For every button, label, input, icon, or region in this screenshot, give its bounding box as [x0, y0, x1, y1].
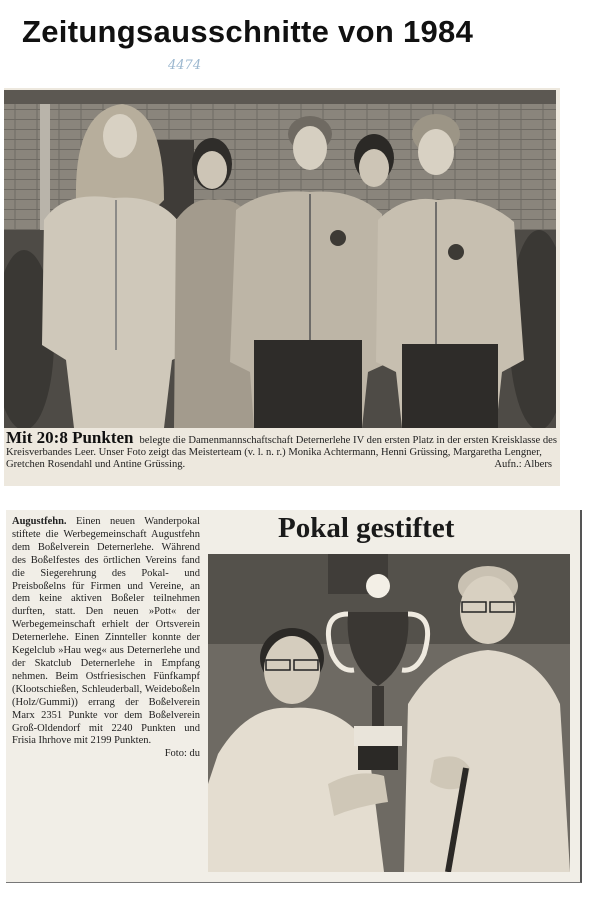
trophy-photo	[208, 554, 570, 872]
team-photo-caption	[6, 428, 558, 471]
newspaper-clipping-trophy	[6, 510, 582, 883]
article-text	[12, 516, 200, 761]
newspaper-clipping-team	[4, 88, 560, 486]
photo-credit: Aufn.: Albers	[494, 459, 552, 470]
page-title: Zeitungsausschnitte von 1984	[22, 14, 474, 49]
team-photo	[4, 90, 556, 428]
article-dateline: Augustfehn.	[12, 516, 67, 527]
pencil-note: 4474	[168, 58, 202, 73]
caption-lead: Mit 20:8 Punkten	[6, 428, 134, 447]
article-body: Einen neuen Wanderpokal stiftete die Werbegemeinschaft Augustfehn dem Boßelverein Deternerlehe. Während des Boßelfestes des örtlichen Vereins fand die Siegerehrung des Pokal- und Preisboßelns für Firmen und Vereine, an dem keine aktiven Boßeler teilnehmen durften, statt. Den neuen »Pott« der Werbegemeinschaft erhielt der Ortsverein Deternerlehe. Einen Zinnteller konnte der Kegelclub »Hau weg« aus Deternerlehe und der Skatclub Deternerlehe in Empfang nehmen. Beim Ostfriesischen Fünfkampf (Klootschießen, Schleuderball, Weideboßeln (Holz/Gummi)) errang der Boßelverein Marx 2351 Punkte vor dem Boßelverein Groß-Oldendorf mit 2240 Punkten und Frisia Ihrhove mit 2199 Punkten.	[12, 516, 200, 747]
caption-body: belegte die Damenmannschaftschaft Deternerlehe IV den ersten Platz in der ersten Kreisklasse des Kreisverbandes Leer. Unser Foto zeigt das Meisterteam (v. l. n. r.) Monika Achtermann, Henni Grüssing, Margaretha Lengner, Gretchen Rosendahl und Antine Grüssing.	[6, 435, 558, 470]
article-photo-credit: Foto: du	[164, 748, 200, 760]
article-headline: Pokal gestiftet	[278, 512, 455, 544]
